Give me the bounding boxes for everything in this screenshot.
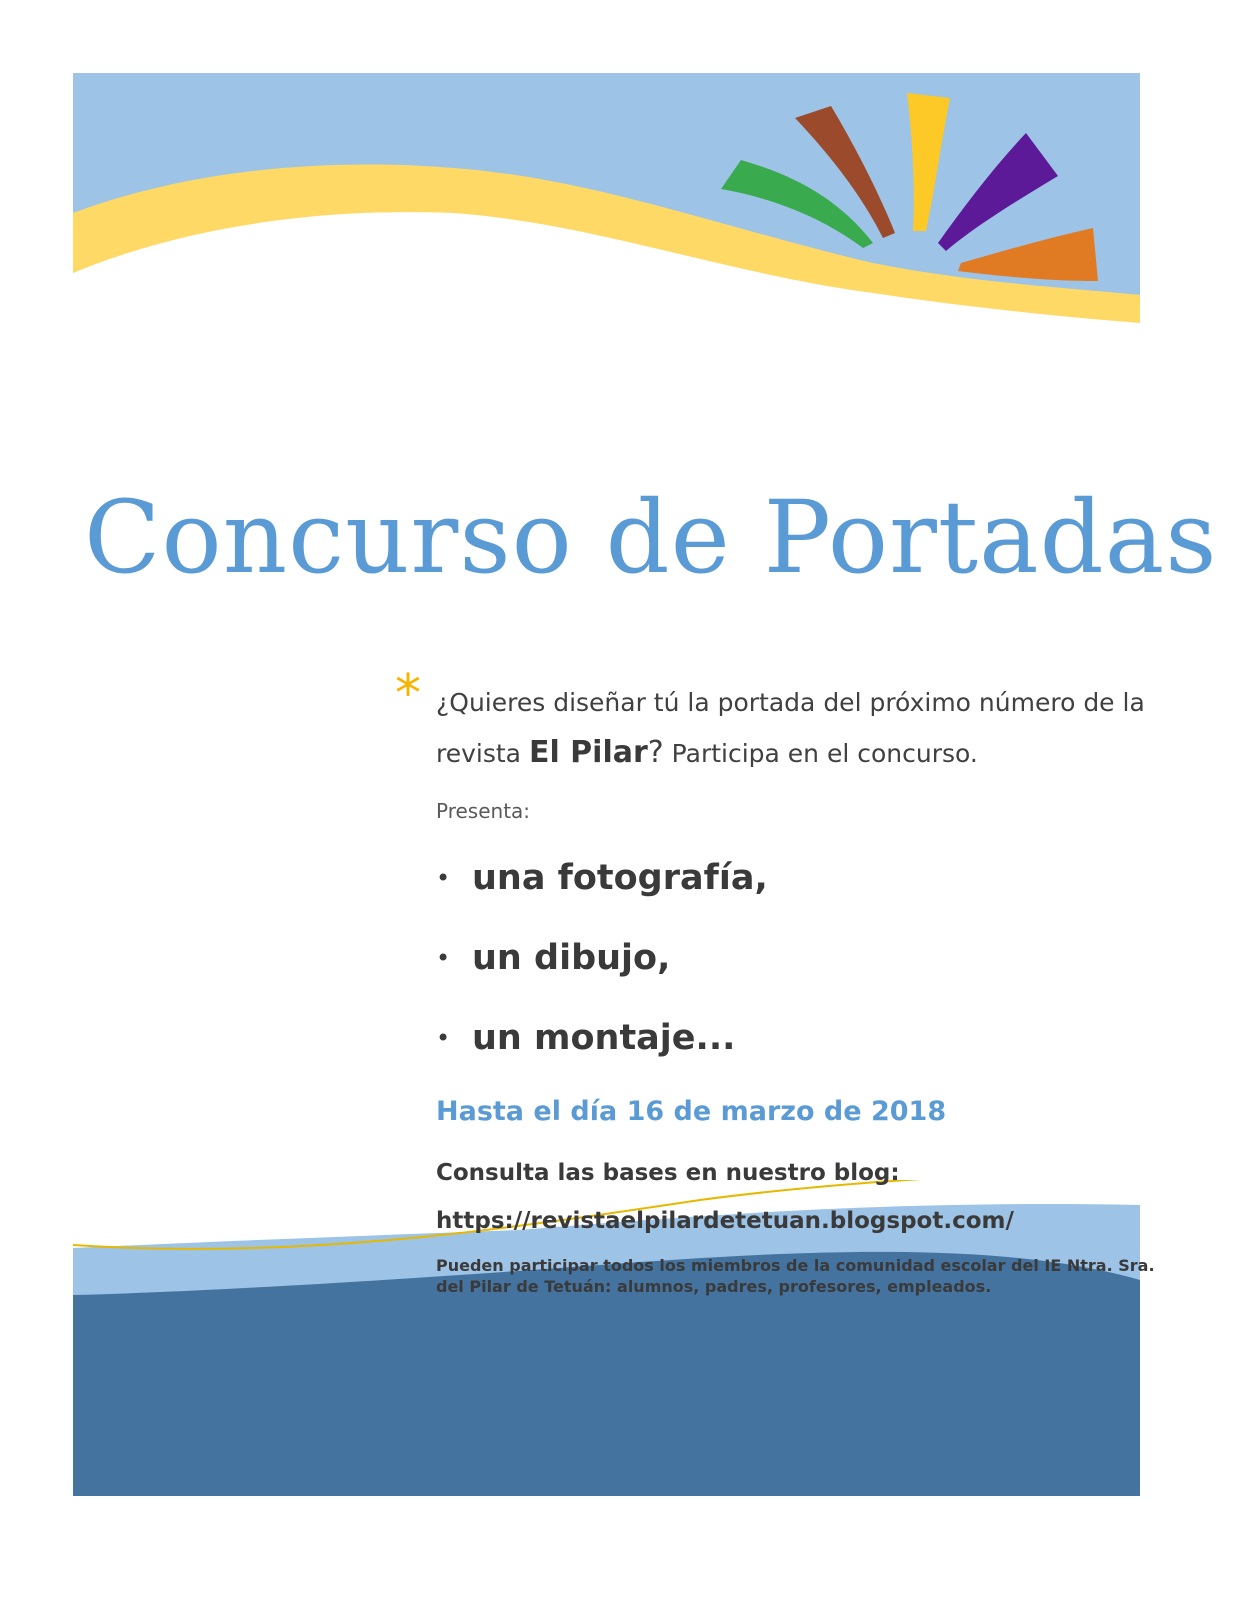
intro-paragraph xyxy=(436,678,1196,779)
magazine-name: El Pilar xyxy=(528,735,648,770)
bullet-icon: • xyxy=(436,864,451,892)
list-item xyxy=(436,1010,768,1090)
list-item-label: una fotografía, xyxy=(472,858,768,898)
intro-text-end: Participa en el concurso. xyxy=(663,739,978,768)
consult-label: Consulta las bases en nuestro blog: xyxy=(436,1160,900,1186)
bullet-icon: • xyxy=(436,1024,451,1052)
blog-link[interactable]: https://revistaelpilardetetuan.blogspot.com/ xyxy=(436,1208,1014,1234)
submission-list xyxy=(436,850,768,1090)
eligibility-note: Pueden participar todos los miembros de la comunidad escolar del IE Ntra. Sra. del Pilar de Tetuán: alumnos, padres, profesores, empleados. xyxy=(436,1256,1155,1296)
intro-text-start: ¿Quieres diseñar tú la portada del próximo número de la revista xyxy=(436,688,1145,768)
list-item-label: un montaje... xyxy=(472,1018,736,1058)
page-title: Concurso de Portadas xyxy=(84,479,1218,596)
list-item xyxy=(436,930,768,1010)
asterisk-icon: * xyxy=(395,664,421,724)
top-banner xyxy=(73,73,1170,343)
bullet-icon: • xyxy=(436,944,451,972)
question-mark: ? xyxy=(647,735,664,770)
deadline-text: Hasta el día 16 de marzo de 2018 xyxy=(436,1096,947,1127)
list-item-label: un dibujo, xyxy=(472,938,671,978)
list-item xyxy=(436,850,768,930)
presenta-label: Presenta: xyxy=(436,799,531,823)
